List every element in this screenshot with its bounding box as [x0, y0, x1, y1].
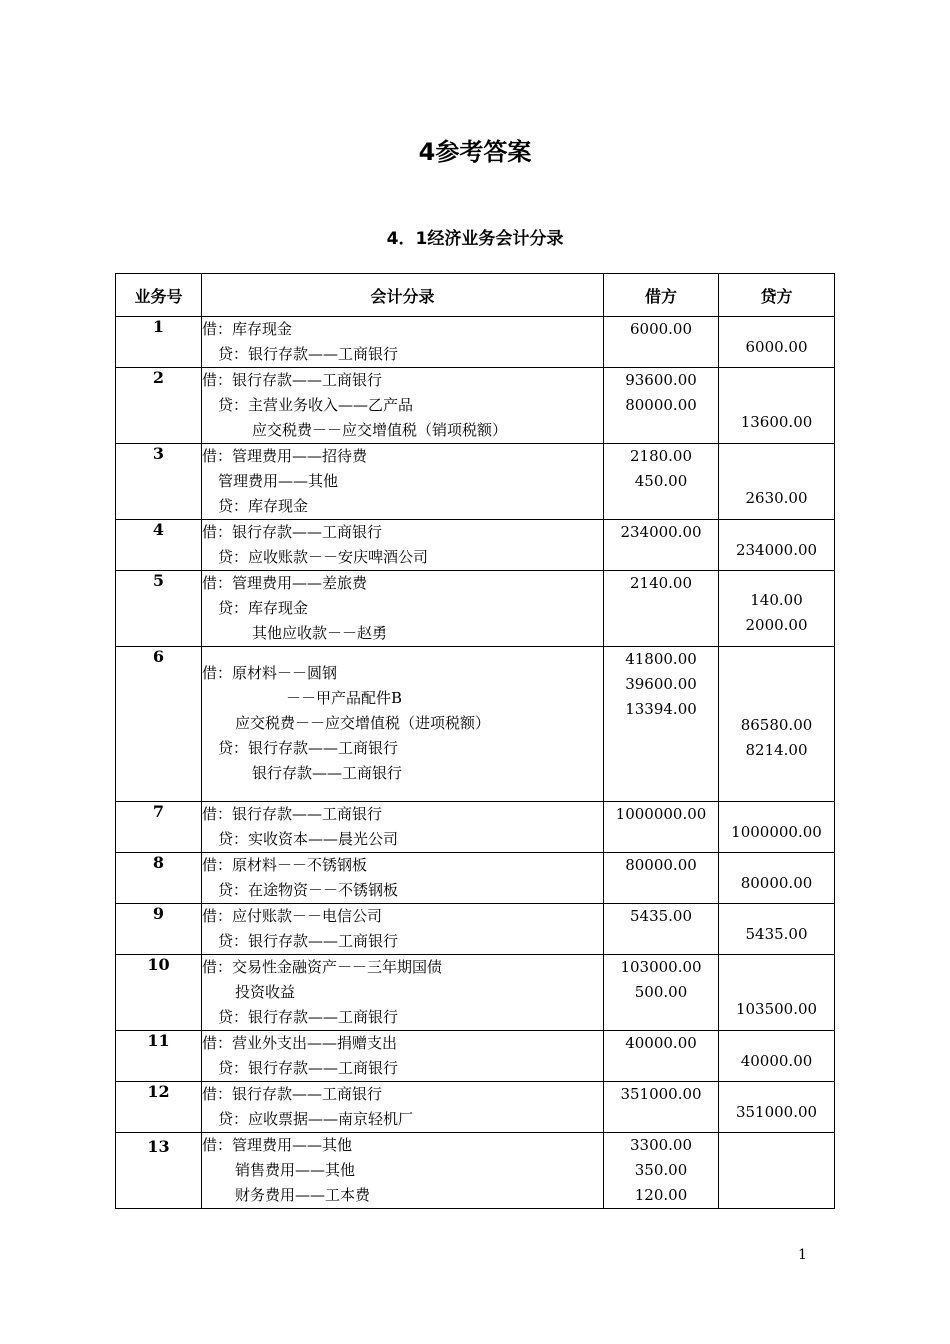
entry-line: 借：银行存款——工商银行 — [202, 1085, 383, 1103]
header-business-no: 业务号 — [116, 274, 202, 317]
entry-line: 贷：应收票据——南京轻机厂 — [218, 1110, 414, 1128]
entry-line: 贷：应收账款－－安庆啤酒公司 — [218, 548, 429, 566]
entry-line: 借：原材料－－不锈钢板 — [202, 856, 368, 874]
credit-amount: 1000000.00 — [731, 823, 822, 841]
journal-entry-cell — [202, 955, 604, 1031]
entry-line: －－甲产品配件B — [286, 689, 403, 707]
business-no: 10 — [116, 955, 202, 1031]
credit-amount: 40000.00 — [740, 1052, 813, 1070]
credit-amount: 5435.00 — [745, 925, 808, 943]
entry-line: 借：银行存款——工商银行 — [202, 805, 383, 823]
business-no: 5 — [116, 571, 202, 647]
journal-entry-cell — [202, 520, 604, 571]
credit-cell — [719, 1082, 835, 1133]
debit-cell — [604, 955, 719, 1031]
journal-entry-cell — [202, 444, 604, 520]
table-row — [116, 571, 835, 647]
credit-amount: 103500.00 — [735, 1000, 818, 1018]
debit-amount: 41800.00 — [625, 650, 697, 668]
debit-amount: 350.00 — [634, 1161, 688, 1179]
entry-line: 贷：银行存款——工商银行 — [218, 1008, 399, 1026]
debit-amount: 6000.00 — [629, 320, 693, 338]
entry-line: 借：银行存款——工商银行 — [202, 523, 383, 541]
debit-amount: 450.00 — [634, 472, 688, 490]
credit-cell — [719, 368, 835, 444]
entry-line: 借：库存现金 — [202, 320, 293, 338]
business-no: 13 — [116, 1133, 202, 1209]
business-no: 4 — [116, 520, 202, 571]
business-no: 11 — [116, 1031, 202, 1082]
credit-cell — [719, 853, 835, 904]
table-row — [116, 1031, 835, 1082]
credit-amount: 234000.00 — [735, 541, 818, 559]
journal-entry-table — [115, 273, 835, 1209]
entry-line: 银行存款——工商银行 — [252, 764, 403, 782]
debit-amount: 40000.00 — [625, 1034, 697, 1052]
table-row — [116, 444, 835, 520]
entry-line: 贷：银行存款——工商银行 — [218, 932, 399, 950]
debit-cell — [604, 520, 719, 571]
debit-cell — [604, 904, 719, 955]
debit-amount: 5435.00 — [629, 907, 693, 925]
debit-cell — [604, 571, 719, 647]
table-row — [116, 853, 835, 904]
debit-amount: 120.00 — [634, 1186, 688, 1204]
journal-entry-cell — [202, 1031, 604, 1082]
business-no: 1 — [116, 317, 202, 368]
credit-cell — [719, 520, 835, 571]
section-title: 4．1经济业务会计分录 — [386, 229, 564, 249]
entry-line: 贷：实收资本——晨光公司 — [218, 830, 399, 848]
credit-amount: 351000.00 — [735, 1103, 818, 1121]
entry-line: 借：营业外支出——捐赠支出 — [202, 1034, 398, 1052]
table-row — [116, 647, 835, 802]
entry-line: 借：管理费用——招待费 — [202, 447, 368, 465]
credit-amount: 2000.00 — [745, 616, 808, 634]
entry-line: 销售费用——其他 — [235, 1161, 356, 1179]
entry-line: 借：银行存款——工商银行 — [202, 371, 383, 389]
debit-amount: 39600.00 — [625, 675, 697, 693]
credit-amount: 140.00 — [750, 591, 803, 609]
journal-entry-cell — [202, 571, 604, 647]
table-row — [116, 904, 835, 955]
journal-entry-cell — [202, 317, 604, 368]
debit-amount: 2180.00 — [629, 447, 693, 465]
table-row — [116, 1082, 835, 1133]
debit-cell — [604, 368, 719, 444]
debit-amount: 234000.00 — [620, 523, 702, 541]
debit-amount: 500.00 — [634, 983, 688, 1001]
credit-amount: 8214.00 — [745, 741, 808, 759]
credit-cell — [719, 647, 835, 802]
credit-cell — [719, 904, 835, 955]
credit-amount: 2630.00 — [745, 489, 808, 507]
entry-line: 贷：银行存款——工商银行 — [218, 345, 399, 363]
entry-line: 投资收益 — [235, 983, 296, 1001]
header-debit: 借方 — [604, 274, 719, 317]
table-row — [116, 955, 835, 1031]
debit-amount: 80000.00 — [625, 856, 697, 874]
credit-cell — [719, 444, 835, 520]
journal-entry-cell — [202, 1133, 604, 1209]
debit-cell — [604, 647, 719, 802]
credit-amount: 86580.00 — [740, 716, 813, 734]
journal-entry-cell — [202, 368, 604, 444]
entry-line: 财务费用——工本费 — [235, 1186, 371, 1204]
entry-line: 贷：银行存款——工商银行 — [218, 1059, 399, 1077]
journal-entry-cell — [202, 802, 604, 853]
debit-cell — [604, 1082, 719, 1133]
entry-line: 贷：库存现金 — [218, 497, 309, 515]
credit-cell — [719, 802, 835, 853]
table-row — [116, 368, 835, 444]
debit-amount: 13394.00 — [625, 700, 697, 718]
credit-amount: 80000.00 — [740, 874, 813, 892]
credit-cell — [719, 1031, 835, 1082]
debit-amount: 103000.00 — [620, 958, 702, 976]
business-no: 6 — [116, 647, 202, 802]
entry-line: 借：管理费用——其他 — [202, 1136, 353, 1154]
page-number: 1 — [798, 1247, 807, 1263]
journal-entry-cell — [202, 904, 604, 955]
debit-cell — [604, 802, 719, 853]
business-no: 8 — [116, 853, 202, 904]
debit-amount: 93600.00 — [625, 371, 697, 389]
credit-amount: 6000.00 — [745, 338, 808, 356]
debit-amount: 351000.00 — [620, 1085, 702, 1103]
page-title: 4参考答案 — [418, 138, 532, 166]
entry-line: 管理费用——其他 — [218, 472, 339, 490]
credit-cell — [719, 1133, 835, 1209]
debit-amount: 3300.00 — [629, 1136, 693, 1154]
debit-cell — [604, 317, 719, 368]
debit-cell — [604, 1031, 719, 1082]
table-header-row — [116, 274, 835, 317]
entry-line: 借：交易性金融资产－－三年期国债 — [202, 958, 443, 976]
debit-amount: 80000.00 — [625, 396, 697, 414]
table-row — [116, 520, 835, 571]
entry-line: 贷：在途物资－－不锈钢板 — [218, 881, 399, 899]
entry-line: 贷：主营业务收入——乙产品 — [218, 396, 414, 414]
business-no: 12 — [116, 1082, 202, 1133]
business-no: 9 — [116, 904, 202, 955]
header-credit: 贷方 — [719, 274, 835, 317]
entry-line: 借：管理费用——差旅费 — [202, 574, 368, 592]
journal-entry-cell — [202, 853, 604, 904]
entry-line: 借：原材料－－圆钢 — [202, 664, 338, 682]
table-row — [116, 802, 835, 853]
credit-amount: 13600.00 — [740, 413, 813, 431]
entry-line: 应交税费－－应交增值税（进项税额） — [235, 714, 491, 732]
entry-line: 贷：银行存款——工商银行 — [218, 739, 399, 757]
credit-cell — [719, 571, 835, 647]
credit-cell — [719, 955, 835, 1031]
entry-line: 其他应收款－－赵勇 — [252, 624, 388, 642]
credit-cell — [719, 317, 835, 368]
table-row — [116, 317, 835, 368]
journal-entry-cell — [202, 647, 604, 802]
entry-line: 借：应付账款－－电信公司 — [202, 907, 383, 925]
debit-amount: 2140.00 — [629, 574, 693, 592]
business-no: 7 — [116, 802, 202, 853]
business-no: 3 — [116, 444, 202, 520]
debit-amount: 1000000.00 — [615, 805, 707, 823]
entry-line: 应交税费－－应交增值税（销项税额） — [252, 421, 508, 439]
debit-cell — [604, 853, 719, 904]
entry-line: 贷：库存现金 — [218, 599, 309, 617]
debit-cell — [604, 444, 719, 520]
header-journal-entry: 会计分录 — [202, 274, 604, 317]
table-row — [116, 1133, 835, 1209]
journal-entry-cell — [202, 1082, 604, 1133]
business-no: 2 — [116, 368, 202, 444]
debit-cell — [604, 1133, 719, 1209]
